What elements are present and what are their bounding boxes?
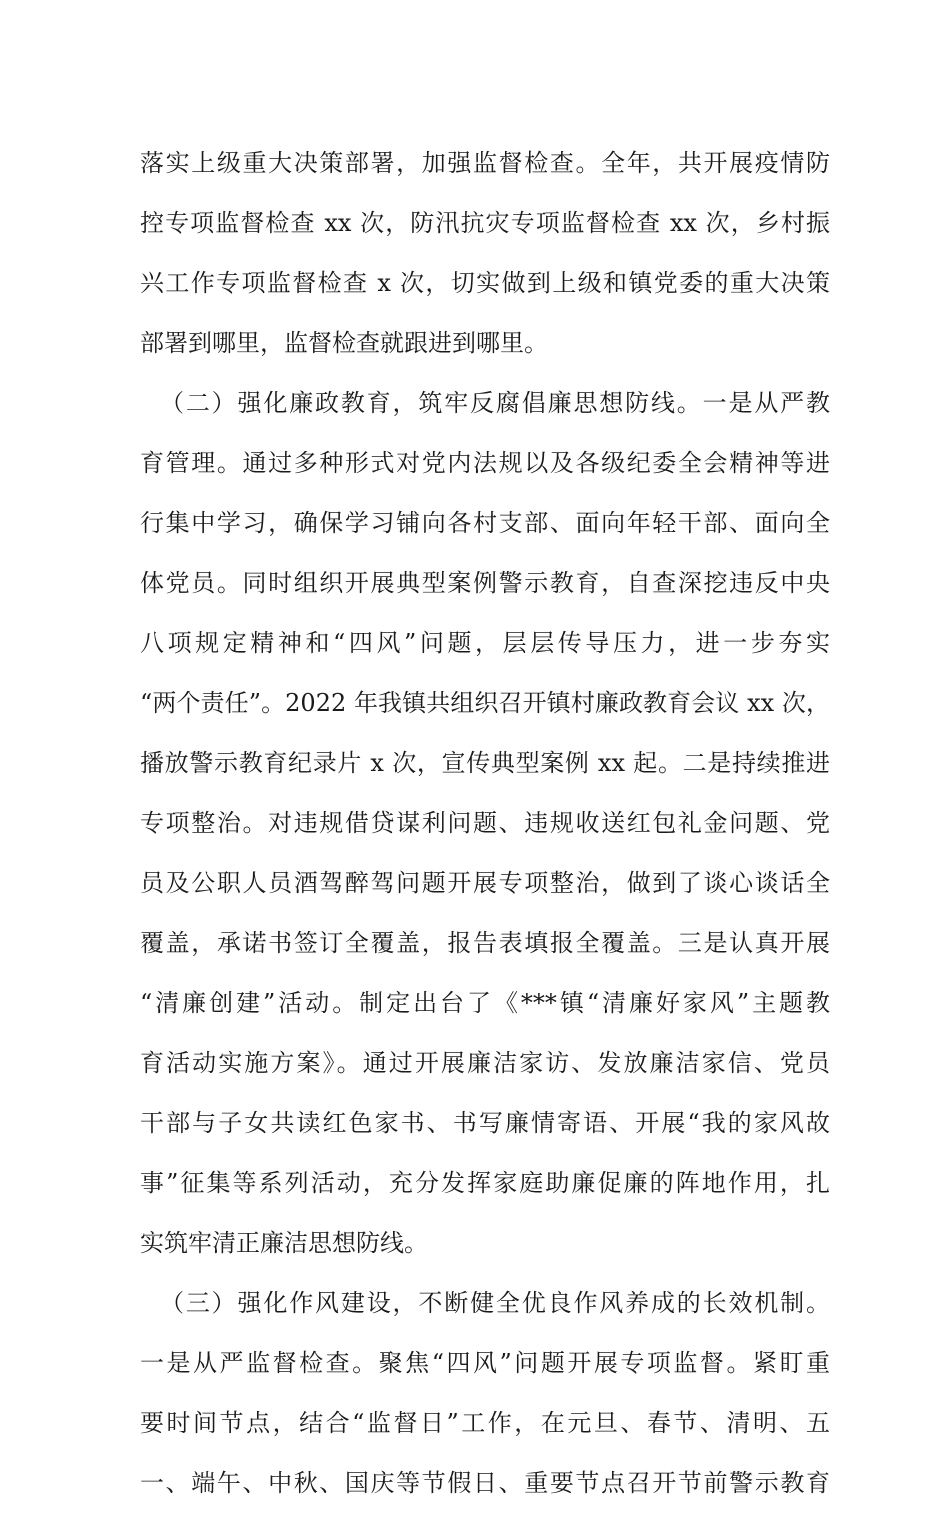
text-line: 播放警示教育纪录片 x 次，宣传典型案例 xx 起。二是持续推进 <box>140 749 830 777</box>
text-line: 八项规定精神和“四风”问题，层层传导压力，进一步夯实 <box>140 629 830 657</box>
text-line: 行集中学习，确保学习铺向各村支部、面向年轻干部、面向全 <box>140 509 830 537</box>
text-line: 干部与子女共读红色家书、书写廉情寄语、开展“我的家风故 <box>140 1109 830 1137</box>
text-line: “清廉创建”活动。制定出台了《***镇“清廉好家风”主题教 <box>140 989 830 1017</box>
section-heading-line: （二）强化廉政教育，筑牢反腐倡廉思想防线。一是从严教 <box>160 389 830 417</box>
text-line: 部署到哪里，监督检查就跟进到哪里。 <box>140 329 548 357</box>
text-line: 育管理。通过多种形式对党内法规以及各级纪委全会精神等进 <box>140 449 830 477</box>
text-line: 事”征集等系列活动，充分发挥家庭助廉促廉的阵地作用，扎 <box>140 1169 830 1197</box>
text-line: 体党员。同时组织开展典型案例警示教育，自查深挖违反中央 <box>140 569 830 597</box>
text-line: 员及公职人员酒驾醉驾问题开展专项整治，做到了谈心谈话全 <box>140 869 830 897</box>
text-line: “两个责任”。2022 年我镇共组织召开镇村廉政教育会议 xx 次， <box>140 689 830 717</box>
text-line: 要时间节点，结合“监督日”工作，在元旦、春节、清明、五 <box>140 1409 830 1437</box>
text-line: 落实上级重大决策部署，加强监督检查。全年，共开展疫情防 <box>140 149 830 177</box>
text-line: 兴工作专项监督检查 x 次，切实做到上级和镇党委的重大决策 <box>140 269 830 297</box>
section-heading-line: （三）强化作风建设，不断健全优良作风养成的长效机制。 <box>160 1289 830 1317</box>
text-line: 实筑牢清正廉洁思想防线。 <box>140 1229 428 1257</box>
text-line: 育活动实施方案》。通过开展廉洁家访、发放廉洁家信、党员 <box>140 1049 830 1077</box>
text-line: 一是从严监督检查。聚焦“四风”问题开展专项监督。紧盯重 <box>140 1349 830 1377</box>
text-line: 专项整治。对违规借贷谋利问题、违规收送红包礼金问题、党 <box>140 809 830 837</box>
text-line: 覆盖，承诺书签订全覆盖，报告表填报全覆盖。三是认真开展 <box>140 929 830 957</box>
text-line: 控专项监督检查 xx 次，防汛抗灾专项监督检查 xx 次，乡村振 <box>140 209 830 237</box>
text-line: 一、端午、中秋、国庆等节假日、重要节点召开节前警示教育 <box>140 1469 830 1497</box>
body-text <box>140 133 830 1513</box>
